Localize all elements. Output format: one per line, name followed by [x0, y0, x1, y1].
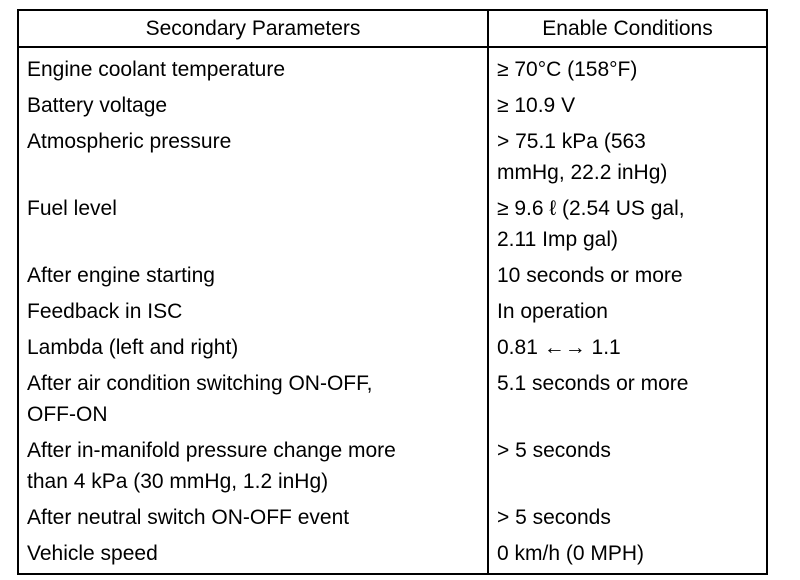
- condition-cell: ≥ 9.6 ℓ (2.54 US gal, 2.11 Imp gal): [488, 193, 767, 260]
- parameter-cell: After air condition switching ON-OFF, OFF-ON: [18, 368, 488, 435]
- condition-cell: > 5 seconds: [488, 502, 767, 538]
- parameter-cell: After neutral switch ON-OFF event: [18, 502, 488, 538]
- condition-cell: ≥ 70°C (158°F): [488, 47, 767, 90]
- table-row: [18, 90, 767, 126]
- parameter-cell: Engine coolant temperature: [18, 47, 488, 90]
- header-secondary-parameters: Secondary Parameters: [18, 10, 488, 47]
- condition-cell: ≥ 10.9 V: [488, 90, 767, 126]
- condition-cell: In operation: [488, 296, 767, 332]
- condition-cell: > 75.1 kPa (563 mmHg, 22.2 inHg): [488, 126, 767, 193]
- header-row: [18, 10, 767, 47]
- table-row: [18, 193, 767, 260]
- condition-cell: 0 km/h (0 MPH): [488, 538, 767, 574]
- table-row: [18, 260, 767, 296]
- condition-cell: 0.81 ←→ 1.1: [488, 332, 767, 368]
- parameter-cell: Lambda (left and right): [18, 332, 488, 368]
- table-row: [18, 368, 767, 435]
- parameter-cell: Vehicle speed: [18, 538, 488, 574]
- condition-cell: 10 seconds or more: [488, 260, 767, 296]
- parameter-cell: Atmospheric pressure: [18, 126, 488, 193]
- parameter-cell: Feedback in ISC: [18, 296, 488, 332]
- table-row: [18, 126, 767, 193]
- parameters-table: [17, 9, 768, 575]
- table-row: [18, 332, 767, 368]
- parameter-cell: Fuel level: [18, 193, 488, 260]
- table-row: [18, 296, 767, 332]
- table-row: [18, 502, 767, 538]
- header-enable-conditions: Enable Conditions: [488, 10, 767, 47]
- condition-cell: > 5 seconds: [488, 435, 767, 502]
- table-row: [18, 435, 767, 502]
- condition-cell: 5.1 seconds or more: [488, 368, 767, 435]
- table-row: [18, 47, 767, 90]
- parameter-cell: Battery voltage: [18, 90, 488, 126]
- parameter-cell: After engine starting: [18, 260, 488, 296]
- parameter-cell: After in-manifold pressure change more than 4 kPa (30 mmHg, 1.2 inHg): [18, 435, 488, 502]
- table-row: [18, 538, 767, 574]
